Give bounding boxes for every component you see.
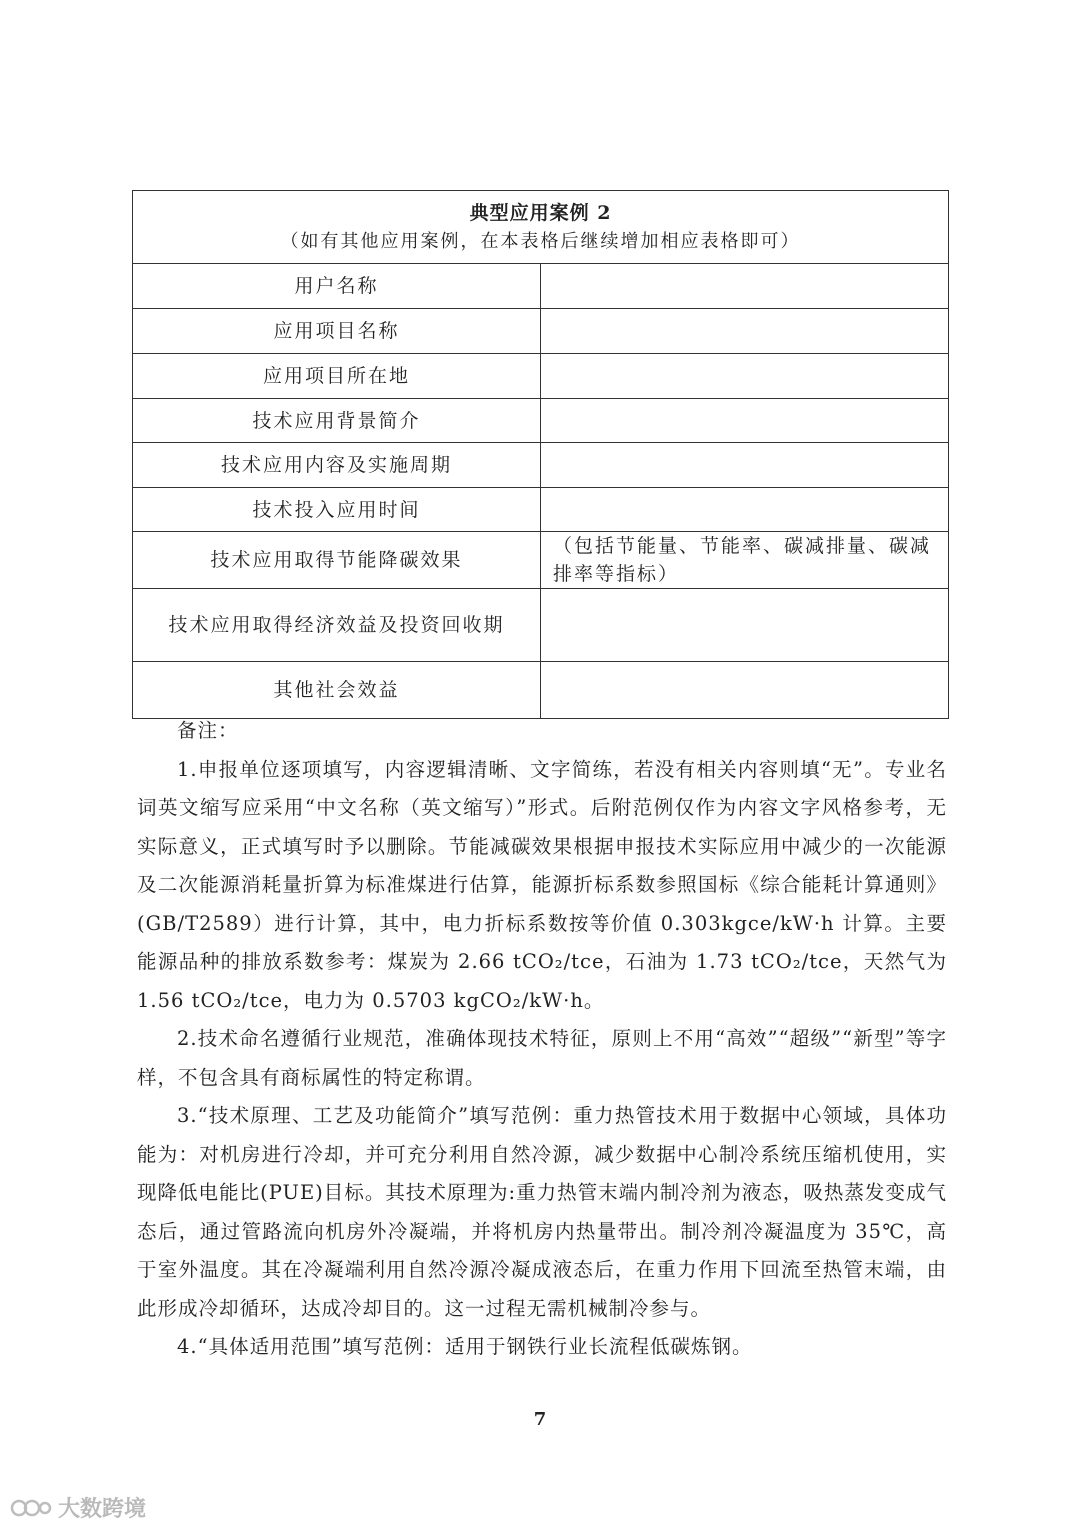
table-row bbox=[133, 662, 949, 719]
table-row bbox=[133, 589, 949, 662]
table-row bbox=[133, 443, 949, 488]
row-value-social-benefit[interactable] bbox=[541, 662, 949, 719]
case-title: 典型应用案例 2 bbox=[469, 202, 612, 224]
row-value-content-period[interactable] bbox=[541, 443, 949, 488]
case-subtitle: （如有其他应用案例，在本表格后继续增加相应表格即可） bbox=[280, 231, 801, 252]
row-label-energy-effect: 技术应用取得节能降碳效果 bbox=[133, 532, 541, 589]
table-row bbox=[133, 264, 949, 309]
note-item-4: 4.“具体适用范围”填写范例：适用于钢铁行业长流程低碳炼钢。 bbox=[177, 1335, 753, 1358]
row-label-project-location: 应用项目所在地 bbox=[133, 354, 541, 399]
row-label-social-benefit: 其他社会效益 bbox=[133, 662, 541, 719]
application-case-table bbox=[132, 190, 949, 719]
row-value-economic-benefit[interactable] bbox=[541, 589, 949, 662]
row-value-project-name[interactable] bbox=[541, 309, 949, 354]
watermark bbox=[10, 1492, 146, 1522]
row-label-project-name: 应用项目名称 bbox=[133, 309, 541, 354]
table-row bbox=[133, 399, 949, 443]
row-value-start-time[interactable] bbox=[541, 488, 949, 532]
notes-section bbox=[137, 712, 947, 1367]
row-value-project-location[interactable] bbox=[541, 354, 949, 399]
row-value-background[interactable] bbox=[541, 399, 949, 443]
table-header bbox=[133, 191, 949, 264]
watermark-text: 大数跨境 bbox=[58, 1496, 147, 1522]
table-row bbox=[133, 354, 949, 399]
table-row bbox=[133, 532, 949, 589]
row-value-user-name[interactable] bbox=[541, 264, 949, 309]
note-item-1: 1.申报单位逐项填写，内容逻辑清晰、文字简练，若没有相关内容则填“无”。专业名词英文缩写应采用“中文名称（英文缩写）”形式。后附范例仅作为内容文字风格参考，无实际意义，正式填写时予以删除。节能减碳效果根据申报技术实际应用中减少的一次能源及二次能源消耗量折算为标准煤进行估算，能源折标系数参照国标《综合能耗计算通则》(GB/T2589）进行计算，其中，电力折标系数按等价值 0.303kgce/kW·h 计算。主要能源品种的排放系数参考：煤炭为 2.66 tCO₂/tce，石油为 1.73 tCO₂/tce，天然气为 1.56 tCO₂/tce，电力为 0.5703 kgCO₂/kW·h。 bbox=[137, 757, 947, 1012]
row-label-economic-benefit: 技术应用取得经济效益及投资回收期 bbox=[133, 589, 541, 662]
page-number: 7 bbox=[533, 1409, 547, 1430]
row-label-background: 技术应用背景简介 bbox=[133, 399, 541, 443]
row-label-user-name: 用户名称 bbox=[133, 264, 541, 309]
table-row bbox=[133, 488, 949, 532]
row-label-start-time: 技术投入应用时间 bbox=[133, 488, 541, 532]
brand-logo-icon bbox=[10, 1495, 52, 1519]
row-label-content-period: 技术应用内容及实施周期 bbox=[133, 443, 541, 488]
table-row bbox=[133, 309, 949, 354]
notes-heading: 备注： bbox=[177, 719, 239, 742]
row-value-energy-effect[interactable]: （包括节能量、节能率、碳减排量、碳减排率等指标） bbox=[541, 532, 949, 589]
note-item-2: 2.技术命名遵循行业规范，准确体现技术特征，原则上不用“高效”“超级”“新型”等字样，不包含具有商标属性的特定称谓。 bbox=[137, 1027, 947, 1089]
note-item-3: 3.“技术原理、工艺及功能简介”填写范例：重力热管技术用于数据中心领域，具体功能为：对机房进行冷却，并可充分利用自然冷源，减少数据中心制冷系统压缩机使用，实现降低电能比(PUE)目标。其技术原理为:重力热管末端内制冷剂为液态，吸热蒸发变成气态后，通过管路流向机房外冷凝端，并将机房内热量带出。制冷剂冷凝温度为 35℃，高于室外温度。其在冷凝端利用自然冷源冷凝成液态后，在重力作用下回流至热管末端，由此形成冷却循环，达成冷却目的。这一过程无需机械制冷参与。 bbox=[137, 1104, 947, 1320]
